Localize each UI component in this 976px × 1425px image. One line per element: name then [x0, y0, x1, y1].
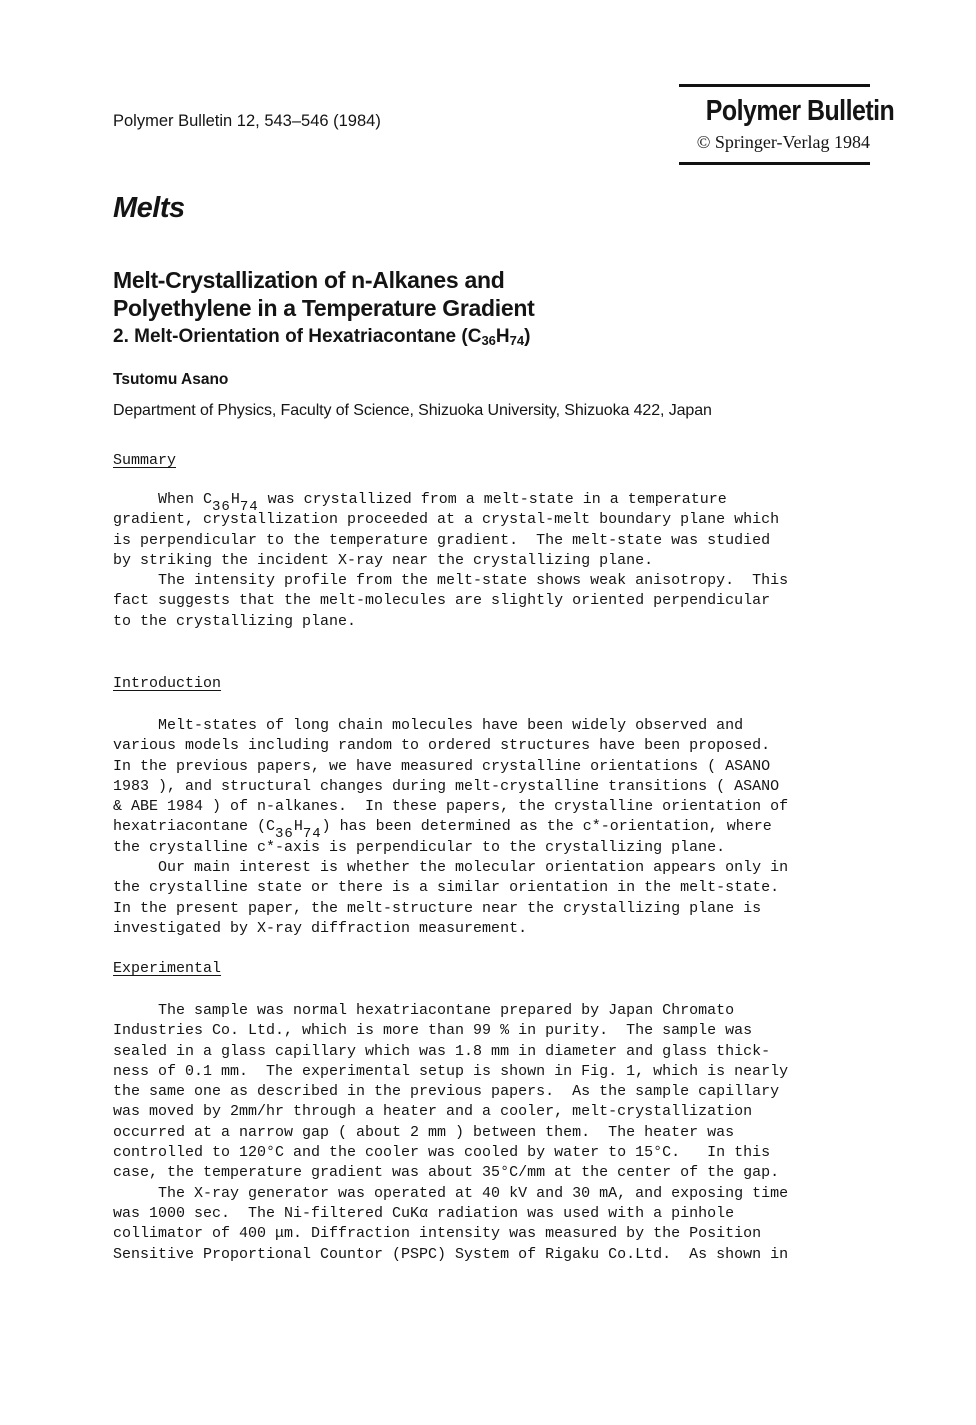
introduction-body — [113, 716, 873, 939]
text-line: to the crystallizing plane. — [113, 612, 357, 630]
journal-citation: Polymer Bulletin 12, 543–546 (1984) — [113, 112, 381, 130]
journal-name: Polymer Bulletin — [705, 95, 895, 127]
paper-subtitle — [113, 325, 534, 353]
subscript: 36 — [212, 499, 231, 515]
text-line: controlled to 120°C and the cooler was cooled by water to 15°C. In this — [113, 1144, 771, 1162]
introduction-heading: Introduction — [113, 675, 222, 692]
text-line: When C36H74 was crystallized from a melt-state in a temperature — [113, 491, 727, 515]
text-line: Melt-states of long chain molecules have been widely observed and — [113, 717, 744, 734]
text-line: the crystalline state or there is a similar orientation in the melt-state. — [113, 879, 780, 897]
author-name: Tsutomu Asano — [113, 371, 229, 388]
summary-body — [113, 490, 873, 632]
text-line: Sensitive Proportional Countor (PSPC) System of Rigaku Co.Ltd. As shown in — [113, 1245, 789, 1263]
text-line: In the present paper, the melt-structure near the crystallizing plane is — [113, 899, 762, 917]
experimental-body — [113, 1001, 873, 1265]
text-line: The intensity profile from the melt-state shows weak anisotropy. This — [113, 572, 789, 590]
subtitle-text: 2. Melt-Orientation of Hexatriacontane (C — [113, 326, 482, 347]
text-line: investigated by X-ray diffraction measurement. — [113, 919, 528, 937]
text-line: occurred at a narrow gap ( about 2 mm ) between them. The heater was — [113, 1123, 735, 1141]
text-line: by striking the incident X-ray near the crystallizing plane. — [113, 551, 654, 569]
text-line: & ABE 1984 ) of n-alkanes. In these papers, the crystalline orientation of — [113, 798, 789, 816]
text-line: the crystalline c*-axis is perpendicular to the crystallizing plane. — [113, 838, 726, 856]
section-label: Melts — [113, 192, 185, 224]
summary-heading: Summary — [113, 452, 177, 469]
text-line: hexatriacontane (C36H74) has been determined as the c*-orientation, where — [113, 818, 772, 843]
text-line: collimator of 400 μm. Diffraction intensity was measured by the Position — [113, 1225, 762, 1243]
text-line: The X-ray generator was operated at 40 kV and 30 mA, and exposing time — [113, 1184, 789, 1202]
subscript: 74 — [302, 826, 322, 843]
text-line: sealed in a glass capillary which was 1.8 mm in diameter and glass thick- — [113, 1042, 771, 1060]
text-line: was moved by 2mm/hr through a heater and a cooler, melt-crystallization — [113, 1103, 753, 1121]
masthead-top-rule — [679, 84, 870, 87]
paper-title — [113, 266, 534, 353]
text-line: was 1000 sec. The Ni-filtered CuKα radiation was used with a pinhole — [113, 1204, 735, 1222]
subtitle-text: ) — [524, 326, 531, 347]
subtitle-subscript: 74 — [509, 333, 525, 348]
title-line-1: Melt-Crystallization of n-Alkanes and — [113, 267, 505, 293]
text-line: is perpendicular to the temperature gradient. The melt-state was studied — [113, 531, 771, 549]
text-line: ness of 0.1 mm. The experimental setup is shown in Fig. 1, which is nearly — [113, 1062, 789, 1080]
subtitle-subscript: 36 — [481, 333, 496, 348]
text-line: The sample was normal hexatriacontane prepared by Japan Chromato — [113, 1002, 735, 1019]
subscript: 36 — [275, 826, 294, 843]
copyright-notice: © Springer-Verlag 1984 — [696, 132, 870, 152]
experimental-heading: Experimental — [113, 960, 222, 977]
subscript: 74 — [239, 499, 259, 515]
masthead-bottom-rule — [679, 162, 870, 165]
journal-masthead — [679, 84, 895, 165]
text-line: gradient, crystallization proceeded at a crystal-melt boundary plane which — [113, 511, 780, 529]
text-line: In the previous papers, we have measured crystalline orientations ( ASANO — [113, 757, 771, 775]
author-affiliation: Department of Physics, Faculty of Science, Shizuoka University, Shizuoka 422, Japan — [113, 402, 712, 419]
text-line: various models including random to ordered structures have been proposed. — [113, 737, 771, 755]
text-line: Our main interest is whether the molecular orientation appears only in — [113, 859, 789, 877]
text-line: fact suggests that the melt-molecules are slightly oriented perpendicular — [113, 592, 771, 610]
text-line: case, the temperature gradient was about 35°C/mm at the center of the gap. — [113, 1164, 780, 1182]
subtitle-text: H — [495, 326, 510, 347]
text-line: 1983 ), and structural changes during melt-crystalline transitions ( ASANO — [113, 777, 780, 795]
text-line: the same one as described in the previous papers. As the sample capillary — [113, 1083, 780, 1101]
title-line-2: Polyethylene in a Temperature Gradient — [113, 295, 535, 321]
text-line: Industries Co. Ltd., which is more than 99 % in purity. The sample was — [113, 1022, 753, 1040]
